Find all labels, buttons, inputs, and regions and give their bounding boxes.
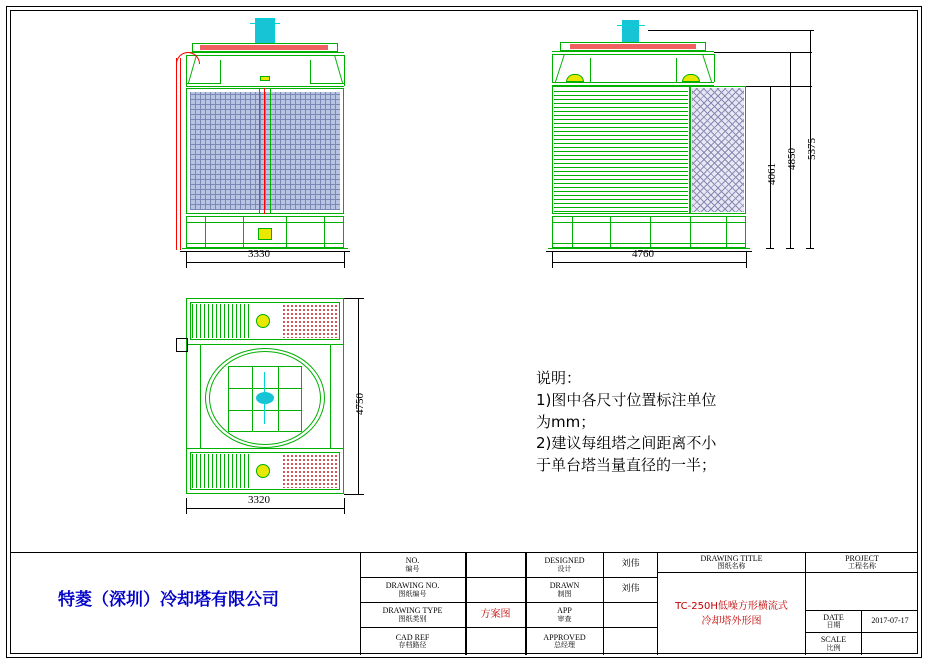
- field-drawing-no-value: [466, 578, 526, 603]
- field-designed-label: DESIGNED 设计: [526, 553, 604, 578]
- field-approved-label: APPROVED 总经理: [526, 628, 604, 655]
- field-no-value: [466, 553, 526, 578]
- field-drawn-label: DRAWN 制图: [526, 578, 604, 603]
- company-name: 特菱（深圳）冷却塔有限公司: [58, 590, 279, 610]
- dim-side-width: 4760: [632, 248, 654, 260]
- dim-plan-height: 4750: [354, 393, 366, 415]
- field-designed-value: 刘伟: [604, 553, 658, 578]
- notes-line-2: 为mm；: [536, 412, 596, 431]
- notes-line-1: 1)图中各尺寸位置标注单位: [536, 390, 717, 409]
- date-value: 2017-07-17: [862, 611, 918, 633]
- dim-front-width: 3330: [248, 248, 270, 260]
- field-cad-ref-value: [466, 628, 526, 655]
- scale-value: [862, 633, 918, 655]
- notes-heading: 说明：: [536, 369, 582, 387]
- scale-label: SCALE 比例: [806, 633, 862, 655]
- title-block: [10, 552, 918, 654]
- field-drawing-type-label: DRAWING TYPE 图纸类别: [360, 603, 466, 628]
- field-drawing-no-label: DRAWING NO. 图纸编号: [360, 578, 466, 603]
- dim-plan-width: 3320: [248, 494, 270, 506]
- field-drawing-type-value: 方案图: [466, 603, 526, 628]
- project-header: PROJECT 工程名称: [806, 553, 918, 573]
- dim-side-height-inner: 4061: [766, 163, 778, 185]
- notes-line-4: 于单台塔当量直径的一半；: [536, 456, 717, 474]
- notes-line-3: 2)建议每组塔之间距离不小: [536, 434, 717, 453]
- date-label: DATE 日期: [806, 611, 862, 633]
- field-app-label: APP 审查: [526, 603, 604, 628]
- field-no-label: NO. 编号: [360, 553, 466, 578]
- project-value: [806, 573, 918, 611]
- field-app-value: [604, 603, 658, 628]
- drawing-title-header: DRAWING TITLE 图纸名称: [658, 553, 806, 573]
- field-cad-ref-label: CAD REF 存档路径: [360, 628, 466, 655]
- dim-side-height-mid: 4850: [786, 148, 798, 170]
- title-block-grid: [360, 553, 918, 655]
- notes-block: [536, 368, 766, 477]
- field-approved-value: [604, 628, 658, 655]
- dim-side-height-outer: 5375: [806, 138, 818, 160]
- field-drawn-value: 刘伟: [604, 578, 658, 603]
- drawing-title-value: TC-250H低噪方形横流式 冷却塔外形图: [658, 573, 806, 655]
